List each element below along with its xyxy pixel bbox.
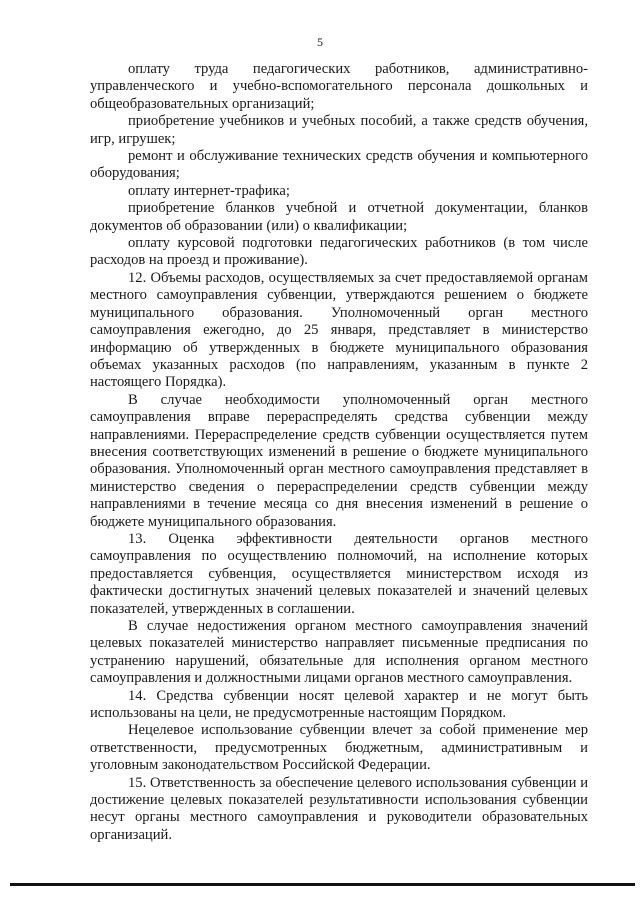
paragraph: оплату интернет-трафика; xyxy=(128,182,290,199)
paragraph: 15. Ответственность за обеспечение целевого использования субвенции и достижение целевых показателей результативности использования субвенции несут органы местного самоуправления и руководители образовательных организаций. xyxy=(90,774,588,843)
paragraph: В случае необходимости уполномоченный орган местного самоуправления вправе перераспределять средства субвенции между направлениями. Перераспределение средств субвенции осуществляется путем внесения соответствующих изменений в решение о бюджете муниципального образования. Уполномоченный орган местного самоуправления представляет в министерство сведения о перераспределении средств субвенции между направлениями в течение месяца со дня внесения изменений в решение о бюджете муниципального образования. xyxy=(90,391,588,530)
paragraph: 14. Средства субвенции носят целевой характер и не могут быть использованы на цели, не предусмотренные настоящим Порядком. xyxy=(90,687,588,722)
page-number: 5 xyxy=(317,35,323,49)
page-bottom-rule xyxy=(10,883,635,886)
paragraph: В случае недостижения органом местного самоуправления значений целевых показателей министерство направляет письменные предписания по устранению нарушений, обязательные для исполнения органом местного самоуправления и должностными лицами органов местного самоуправления. xyxy=(90,618,588,687)
paragraph: ремонт и обслуживание технических средств обучения и компьютерного оборудования; xyxy=(90,148,588,182)
paragraph: оплату труда педагогических работников, административно-управленческого и учебно-вспомогательного персонала дошкольных и общеобразовательных организаций; xyxy=(90,61,588,112)
document-body xyxy=(90,61,588,844)
paragraph: Нецелевое использование субвенции влечет за собой применение мер ответственности, предусмотренных бюджетным, административным и уголовным законодательством Российской Федерации. xyxy=(90,722,588,774)
paragraph: приобретение бланков учебной и отчетной документации, бланков документов об образовании (или) о квалификации; xyxy=(90,200,588,234)
paragraph: 13. Оценка эффективности деятельности органов местного самоуправления по осуществлению полномочий, на исполнение которых предоставляется субвенция, осуществляется министерством исходя из фактически достигнутых значений целевых показателей и значений целевых показателей, утвержденных в соглашении. xyxy=(90,530,588,617)
paragraph: оплату курсовой подготовки педагогических работников (в том числе расходов на проезд и проживание). xyxy=(90,235,588,269)
paragraph: 12. Объемы расходов, осуществляемых за счет предоставляемой органам местного самоуправления субвенции, утверждаются решением о бюджете муниципального образования. Уполномоченный орган местного самоуправления ежегодно, до 25 января, представляет в министерство информацию об утвержденных в бюджете муниципального образования объемах указанных расходов (по направлениям, указанным в пункте 2 настоящего Порядка). xyxy=(90,269,588,391)
paragraph: приобретение учебников и учебных пособий, а также средств обучения, игр, игрушек; xyxy=(90,113,588,147)
